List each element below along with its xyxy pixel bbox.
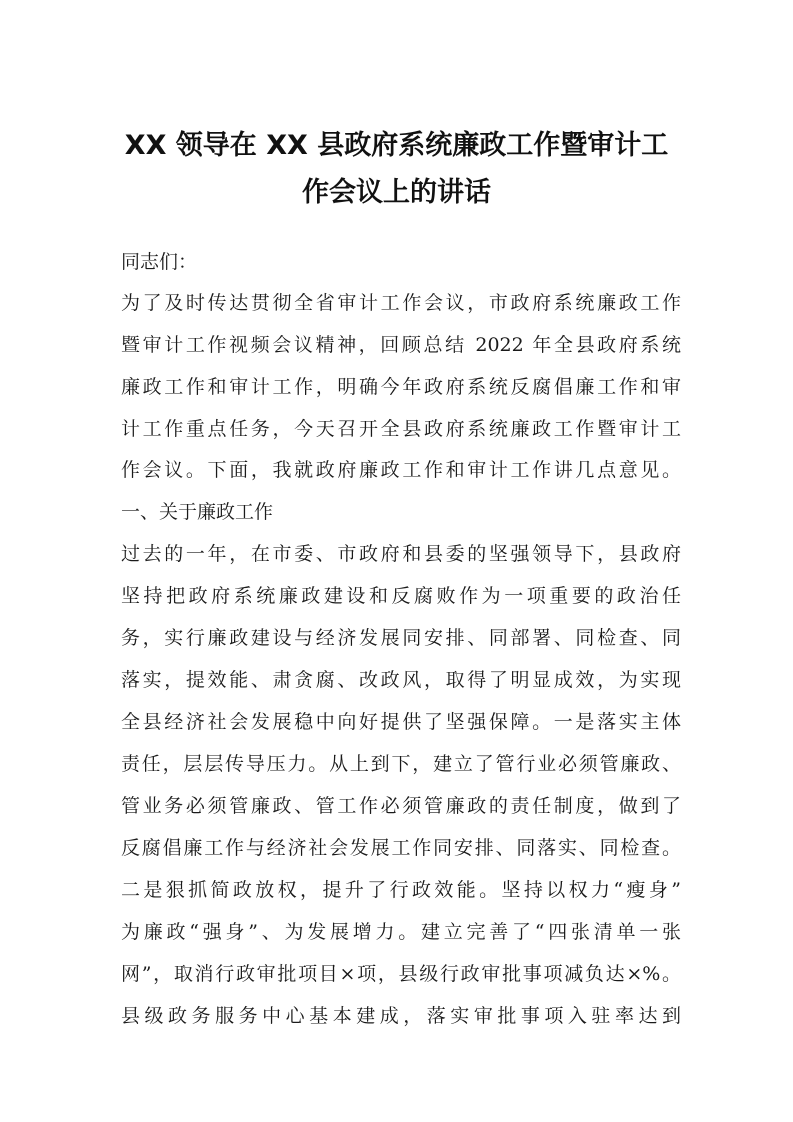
paragraph-line: 为廉政“强身”、为发展增力。建立完善了“四张清单一张 bbox=[121, 921, 681, 943]
paragraph-line: 县级政务服务中心基本建成，落实审批事项入驻率达到 bbox=[121, 1005, 681, 1027]
title-line-2: 作会议上的讲话 bbox=[302, 177, 491, 208]
paragraph-line: 过去的一年，在市委、市政府和县委的坚强领导下，县政府 bbox=[121, 543, 681, 565]
title-line-1: XX 领导在 XX 县政府系统廉政工作暨审计工 bbox=[124, 130, 669, 161]
paragraph-line: 责任，层层传导压力。从上到下，建立了管行业必须管廉政、 bbox=[121, 753, 681, 775]
paragraph-line: 坚持把政府系统廉政建设和反腐败作为一项重要的政治任 bbox=[121, 585, 681, 607]
paragraph-line: 计工作重点任务，今天召开全县政府系统廉政工作暨审计工 bbox=[121, 418, 681, 440]
paragraph-line: 作会议。下面，我就政府廉政工作和审计工作讲几点意见。 bbox=[121, 459, 681, 481]
paragraph-line: 管业务必须管廉政、管工作必须管廉政的责任制度，做到了 bbox=[121, 795, 681, 817]
paragraph-line: 暨审计工作视频会议精神，回顾总结 2022 年全县政府系统 bbox=[121, 334, 681, 356]
paragraph-line: 全县经济社会发展稳中向好提供了坚强保障。一是落实主体 bbox=[121, 711, 681, 733]
paragraph-line: 落实，提效能、肃贪腐、改政风，取得了明显成效，为实现 bbox=[121, 669, 681, 691]
paragraph-line: 网”，取消行政审批项目×项，县级行政审批事项减负达×%。 bbox=[121, 963, 681, 985]
paragraph-line: 务，实行廉政建设与经济发展同安排、同部署、同检查、同 bbox=[121, 627, 681, 649]
paragraph-line: 为了及时传达贯彻全省审计工作会议，市政府系统廉政工作 bbox=[121, 292, 681, 314]
paragraph-line: 反腐倡廉工作与经济社会发展工作同安排、同落实、同检查。 bbox=[121, 837, 681, 859]
section-heading: 一、关于廉政工作 bbox=[121, 501, 274, 523]
paragraph-line: 二是狠抓简政放权，提升了行政效能。坚持以权力“瘦身” bbox=[121, 879, 681, 901]
salutation: 同志们： bbox=[121, 251, 198, 273]
paragraph-line: 廉政工作和审计工作，明确今年政府系统反腐倡廉工作和审 bbox=[121, 376, 681, 398]
